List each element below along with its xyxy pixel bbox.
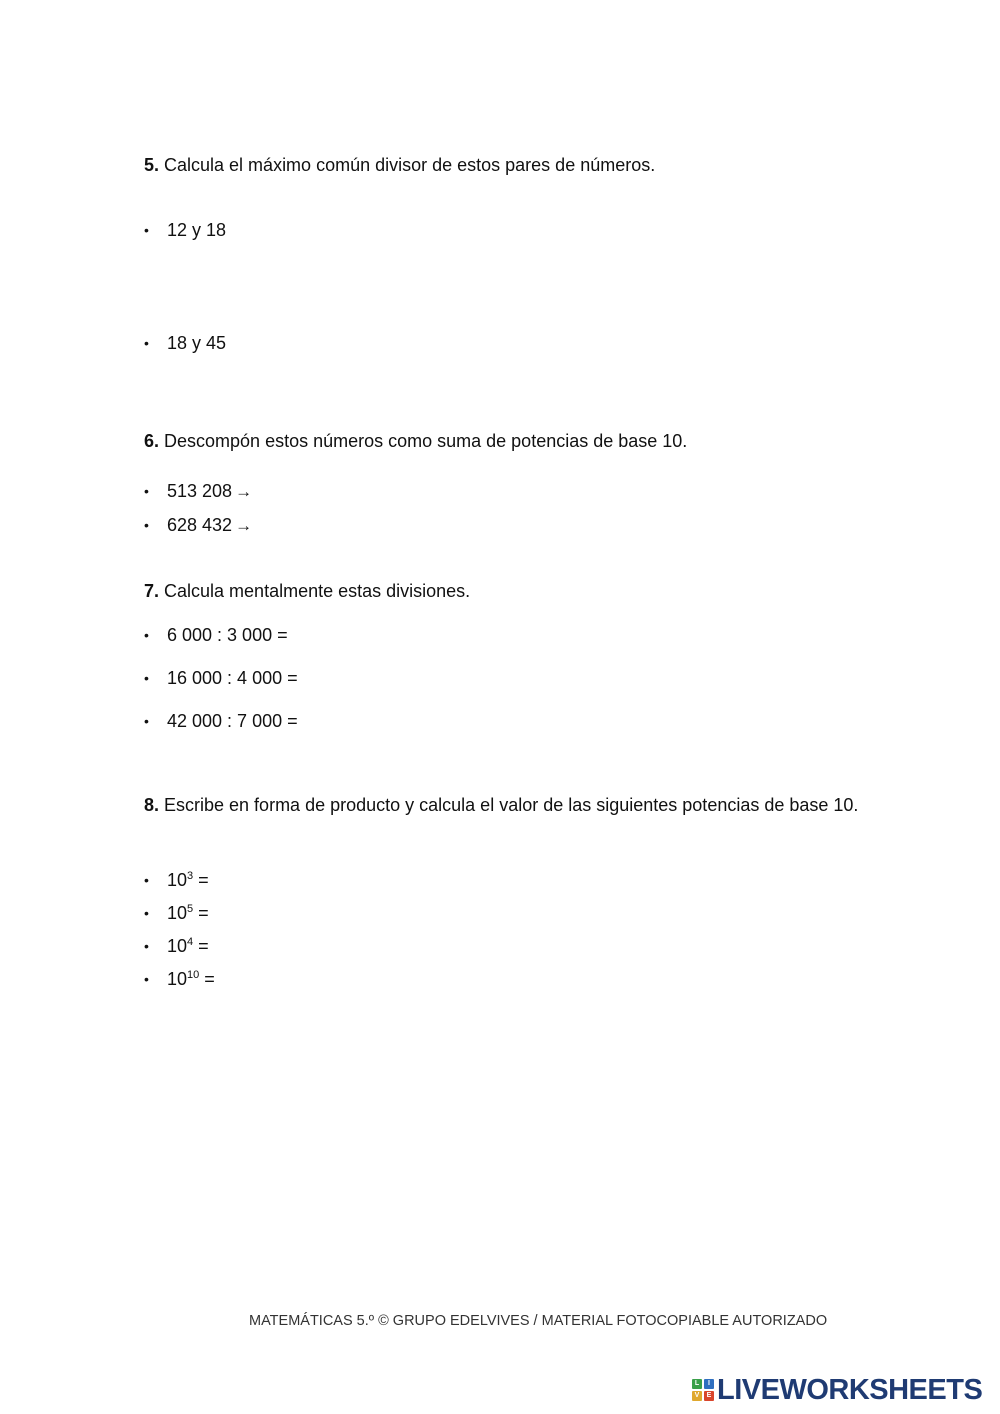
power-exponent: 10 [187,969,200,981]
liveworksheets-logo [692,1374,982,1406]
logo-cell-e: E [704,1391,714,1401]
question-6-title [144,430,687,452]
bullet-icon: • [144,905,149,921]
page-footer: MATEMÁTICAS 5.º © GRUPO EDELVIVES / MATERIAL FOTOCOPIABLE AUTORIZADO [249,1313,828,1329]
list-item [144,935,209,957]
power-exponent: 4 [187,936,194,948]
question-7-text: Calcula mentalmente estas divisiones. [159,581,471,601]
question-5-number: 5. [144,155,160,175]
question-6-number: 6. [144,431,160,451]
item-text: 6 000 : 3 000 = [167,625,288,645]
list-item [144,968,215,990]
power-base: 10 [167,903,188,923]
bullet-icon: • [144,713,149,729]
question-8-number: 8. [144,795,160,815]
logo-cell-l: L [692,1379,702,1389]
item-text: 628 432 [167,515,233,535]
bullet-icon: • [144,335,149,351]
item-text: 42 000 : 7 000 = [167,711,298,731]
bullet-icon: • [144,670,149,686]
bullet-icon: • [144,938,149,954]
question-5-title [144,154,655,176]
logo-grid-icon [692,1379,714,1401]
question-8-title [144,794,864,816]
power-equals: = [199,969,215,989]
item-text: 18 y 45 [167,333,227,353]
bullet-icon: • [144,627,149,643]
power-base: 10 [167,870,188,890]
power-exponent: 5 [187,903,194,915]
question-6-text: Descompón estos números como suma de potencias de base 10. [159,431,688,451]
power-exponent: 3 [187,870,194,882]
item-text: 16 000 : 4 000 = [167,668,298,688]
list-item [144,869,209,891]
item-text: 513 208 [167,481,233,501]
arrow-right-icon: → [235,516,253,535]
list-item [144,710,298,732]
logo-text: LIVEWORKSHEETS [717,1373,983,1406]
list-item [144,219,226,241]
question-8-text: Escribe en forma de producto y calcula el valor de las siguientes potencias de base 10. [159,795,859,815]
bullet-icon: • [144,517,149,533]
list-item [144,902,209,924]
list-item [144,332,226,354]
power-base: 10 [167,936,188,956]
list-item [144,624,288,646]
power-equals: = [193,903,209,923]
arrow-right-icon: → [235,482,253,501]
question-7-title [144,580,470,602]
list-item [144,480,252,503]
bullet-icon: • [144,872,149,888]
power-equals: = [193,870,209,890]
logo-cell-i: I [704,1379,714,1389]
bullet-icon: • [144,483,149,499]
list-item [144,514,252,537]
item-text: 12 y 18 [167,220,227,240]
question-7-number: 7. [144,581,160,601]
bullet-icon: • [144,222,149,238]
power-base: 10 [167,969,188,989]
bullet-icon: • [144,971,149,987]
power-equals: = [193,936,209,956]
list-item [144,667,298,689]
logo-cell-v: V [692,1391,702,1401]
question-5-text: Calcula el máximo común divisor de estos pares de números. [159,155,656,175]
